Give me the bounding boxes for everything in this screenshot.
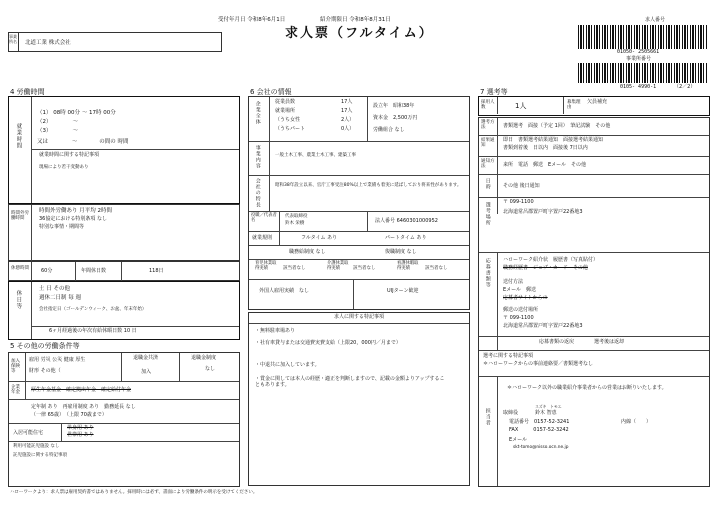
business-name-label: 事業所名	[9, 33, 19, 52]
employees-part-label: （うちパート	[275, 126, 306, 132]
note-salary: ・賞金に関しては本人の経歴・適正を判断しますので、記載の金額よりアップすることもあります。	[255, 376, 445, 388]
notice-method-label: 通知方法	[481, 159, 495, 170]
job-number-barcode	[578, 25, 708, 49]
hiring-reason: 欠員補充	[587, 99, 608, 105]
overtime-line-1: 時間外労働あり 月平均 2時間	[39, 208, 112, 214]
date-value: その他 後日通知	[503, 183, 540, 189]
contact-tel: 電話番号 0157-52-3241	[509, 419, 570, 425]
contact-fax: FAX 0157-52-3242	[509, 427, 569, 433]
work-rules-label: 就業規則	[252, 235, 273, 241]
housing-label: 入居可能住宅	[13, 430, 44, 436]
work-rules-full: フルタイム あり	[301, 235, 338, 241]
selection-notes: ＊ハローワークからの事前連絡要／書類選考なし	[483, 361, 594, 367]
uij-turn: UIJターン歓迎	[387, 288, 419, 294]
working-hours-box	[8, 96, 240, 204]
retirement-system-label: 退職金制度	[191, 355, 217, 361]
selection-method-label: 選考方法	[481, 120, 495, 131]
annual-holidays-value: 118日	[149, 268, 164, 274]
insurance-line-2: 財形 その他（	[29, 368, 61, 374]
retirement-fund-value: 加入	[141, 369, 152, 375]
shift-1: （1） 08時 00分 ～ 17時 00分	[37, 110, 116, 116]
company-features: 昭和38年設立以来、官庁工事受注80%以上で業績も着実に延ばしており将来性があります。	[275, 183, 462, 188]
business-label: 事業内容	[254, 145, 261, 169]
overtime-box	[8, 204, 240, 261]
work-hours-notes-label: 就業時間に関する特記事項	[39, 152, 100, 158]
rehire-system: 復職制度 なし	[385, 249, 417, 255]
pension-label: 企業年金	[11, 385, 20, 396]
footer-note: ハローワークより：求人票は雇用契約書ではありません。採用時には必ず、書面により労働条件の明示を受けてください。	[10, 490, 258, 495]
send-method-1: Eメール 郵送	[503, 287, 537, 293]
hiring-count: 1人	[515, 102, 527, 110]
capital: 資本金 2,500万円	[373, 115, 418, 121]
or-line: 又は ～ の間の 時間	[37, 139, 129, 145]
note-retirement-fund: ・中退共に加入しています。	[255, 362, 320, 368]
section-6-heading: 6 会社の情報	[250, 88, 292, 96]
childcare-notes-label: 託児施設に関する特記事項	[13, 453, 67, 458]
hiring-reason-label: 募集理由	[567, 100, 581, 111]
office-number: 0105- 4990-1	[620, 84, 657, 90]
hw-referral: ハローワーク紹介状 履歴書（写真貼付）	[503, 257, 599, 263]
paid-leave: 6ヶ月経過後の年次有給休暇日数 10 日	[49, 328, 137, 334]
holidays-box	[8, 281, 240, 340]
send-to-label: 郵送の送付場所	[503, 307, 539, 313]
contact-ext: 内線（ ）	[621, 419, 652, 425]
holidays-label: 休日等	[15, 290, 22, 310]
annual-holidays-label: 年間休日数	[81, 268, 107, 274]
childcare-leave: 該当者なし	[283, 266, 306, 271]
retirement-age-line-2: （一律 65歳） （上限 70歳まで）	[31, 412, 107, 418]
work-hours-label: 就業時間	[15, 123, 22, 149]
other-documents: 職務経歴書 ジョブ・カード その他	[503, 265, 588, 271]
employees-label: 企業全体	[254, 101, 261, 125]
employees-site-label: 就業場所	[275, 108, 296, 114]
labor-union: 労働組合 なし	[373, 127, 405, 133]
features-label: 会社の特長	[254, 178, 261, 208]
shift-2: （2） ～	[37, 119, 78, 125]
page-indicator: （2／2）	[674, 84, 696, 90]
employees-site: 17人	[341, 108, 353, 114]
section-7-heading: 7 選考等	[480, 88, 508, 96]
result-notice-label: 結果通知	[481, 138, 495, 149]
work-rules-part: パートタイム あり	[385, 235, 427, 241]
notice-method: 来所 電話 郵送 Eメール その他	[503, 162, 587, 168]
rest-value: 60分	[41, 268, 53, 274]
contact-kana: スズキ トモエ	[535, 404, 562, 409]
received-date: 受付年月日 令和8年6月1日	[218, 17, 286, 23]
representative-label: 役職／代表者名	[251, 213, 277, 223]
job-notes-heading: 求人に関する特記事項	[333, 314, 384, 320]
selection-place-label: 選考場所	[484, 202, 491, 226]
send-method-label: 送付方法	[503, 279, 524, 285]
selection-notes-label: 選考に関する特記事項	[483, 353, 534, 359]
selection-method: 書類選考 面接（予定 1回） 筆記試験 その他	[503, 123, 611, 129]
corporate-number: 法人番号 6460301000952	[375, 218, 438, 224]
contact-label: 担当者	[484, 408, 491, 426]
career-system: 職務給制度 なし	[289, 249, 326, 255]
employees-female-label: （うち女性	[275, 117, 301, 123]
retirement-system-value: なし	[205, 366, 216, 372]
form-title: 求人票（フルタイム）	[285, 26, 434, 41]
company-info-box	[248, 96, 470, 310]
rest-label: 休憩時間	[11, 266, 29, 271]
representative-name: 鈴木 栄樹	[285, 221, 305, 226]
send-to-zip: 〒 099-1100	[503, 315, 534, 321]
insurance-line-1: 雇用 労災 公災 健康 厚生	[29, 357, 86, 363]
date-label: 日時	[484, 178, 491, 190]
nursing-leave: 該当者なし	[425, 266, 448, 271]
care-leave: 該当者なし	[353, 266, 376, 271]
overtime-label: 時間外労働時間	[11, 211, 29, 222]
office-number-barcode	[578, 63, 708, 83]
note-commute: ・社有車貸与または交通費実費支給（上限20，000円／月まで）	[255, 340, 401, 346]
other-conditions-box	[8, 352, 240, 487]
hiring-count-box	[478, 96, 710, 116]
holidays-line-3: 会社指定日（ゴールデンウィーク、お盆、年末年始）	[39, 307, 147, 312]
business-name-box	[8, 32, 222, 52]
representative-title: 代表取締役	[285, 214, 308, 219]
job-number-label: 求人番号	[645, 17, 666, 23]
job-notes-box	[248, 312, 470, 486]
nursing-leave-label: 看護休暇取得実績	[397, 261, 419, 271]
insurance-label: 加入保険等	[11, 359, 20, 375]
overtime-line-2: 36協定における特別条項 なし	[39, 216, 107, 222]
contact-email-label: Eメール	[509, 437, 528, 443]
shift-3: （3） ～	[37, 128, 78, 134]
send-to-address: 北海道常呂郡置戸町字置戸22番地3	[503, 323, 583, 329]
selection-place-address: 北海道常呂郡置戸町字置戸22番地3	[503, 209, 583, 215]
contact-note: ＊ハローワーク以外の職業紹介事業者からの営業はお断りいたします。	[507, 385, 667, 391]
result-notice-1: 即日 書類選考結果通知 面接選考結果通知	[503, 137, 604, 143]
foreign-hiring: 外国人雇用実績 なし	[259, 288, 310, 294]
care-leave-label: 介護休業取得実績	[327, 261, 349, 271]
retirement-fund-label: 退職金共済	[133, 355, 159, 361]
employees-total-label: 従業員数	[275, 99, 296, 105]
office-number-label: 事業所番号	[626, 56, 652, 62]
work-hours-notes: 現場により若干変動あり	[39, 165, 89, 170]
referral-deadline: 紹介期限日 令和8年8月31日	[320, 17, 391, 23]
housing-single: 単身用 あり	[67, 425, 94, 431]
employees-total: 17人	[341, 99, 353, 105]
contact-role: 取締役	[503, 410, 519, 416]
business-description: 一般土木工事、農業土木工事、建築工事	[275, 153, 356, 158]
result-notice-2: 書類到着後 日以内 面接後 7日以内	[503, 145, 588, 151]
childcare: 利用可能託児施設 なし	[13, 444, 60, 449]
section-4-heading: 4 労働時間	[10, 88, 45, 96]
selection-box	[478, 117, 710, 487]
note-parking: ・無料駐車場あり	[255, 328, 296, 334]
holidays-line-2: 週休二日制 毎 週	[39, 295, 81, 301]
contact-name: 鈴木 智恵	[535, 410, 557, 416]
childcare-leave-label: 育児休業取得実績	[255, 261, 277, 271]
application-docs-label: 応募書類等	[484, 258, 491, 288]
business-name: 北道工業 株式会社	[25, 40, 71, 46]
holidays-line-1: 土 日 その他	[39, 286, 70, 292]
selection-place-zip: 〒 099-1100	[503, 199, 534, 205]
hiring-count-label: 採用人数	[481, 100, 495, 111]
send-method-2: 応募者サイトからの	[503, 295, 548, 301]
pension-text: 厚生年金基金 確定拠出年金 確定給付年金	[31, 387, 132, 393]
overtime-line-3: 特別な事情・期間等	[39, 224, 85, 230]
retirement-age-line-1: 定年制 あり 再雇用制度 あり 勤務延長 なし	[31, 404, 136, 410]
contact-email: skt-tomo@nisso.ocn.ne.jp	[513, 445, 569, 450]
section-5-heading: 5 その他の労働条件等	[10, 342, 80, 350]
return-documents: 応募書類の返戻 選考後は返却	[539, 339, 625, 345]
rest-box	[8, 261, 240, 281]
founded: 設立年 昭和38年	[373, 103, 415, 109]
job-number: 01050- 2505661	[617, 49, 660, 55]
employees-part: 0人）	[341, 126, 355, 132]
employees-female: 2人）	[341, 117, 355, 123]
housing-family: 世帯用 あり	[67, 432, 94, 438]
